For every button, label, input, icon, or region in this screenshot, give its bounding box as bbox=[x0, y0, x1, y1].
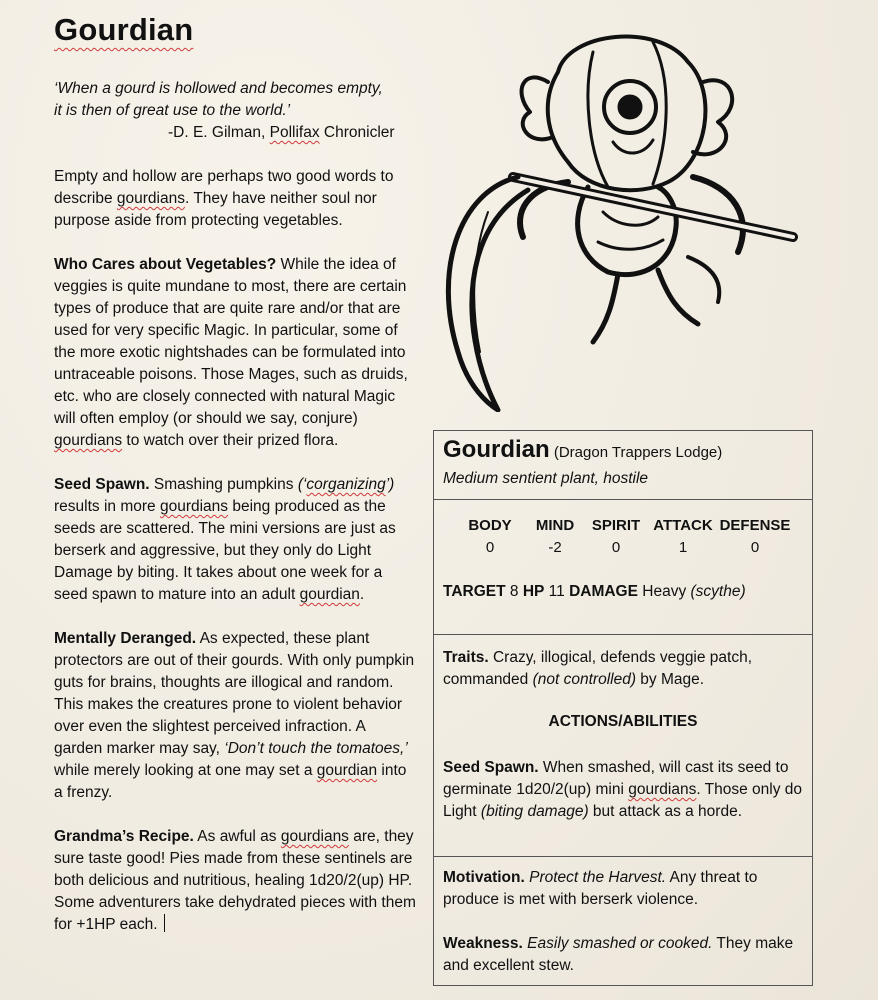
stat-label: DEFENSE bbox=[719, 517, 791, 534]
stat-body bbox=[455, 515, 525, 559]
actions-heading: ACTIONS/ABILITIES bbox=[548, 713, 698, 730]
quote-line-1: ‘When a gourd is hollowed and becomes empty, bbox=[54, 80, 383, 97]
target-value: 8 bbox=[505, 583, 523, 600]
seed-spawn-heading: Seed Spawn. bbox=[54, 476, 150, 493]
creature-name: Gourdian bbox=[443, 436, 550, 463]
stat-attack bbox=[647, 515, 719, 559]
damage-value: Heavy bbox=[637, 583, 691, 600]
attribution-role: Chronicler bbox=[319, 124, 395, 141]
lore-column bbox=[54, 166, 416, 958]
damage-weapon: (scythe) bbox=[690, 583, 746, 600]
stat-label: SPIRIT bbox=[591, 517, 641, 534]
recipe-heading: Grandma’s Recipe. bbox=[54, 828, 194, 845]
stat-label: BODY bbox=[468, 517, 512, 534]
ability-scores-row bbox=[434, 515, 812, 559]
creature-type: Medium sentient plant, hostile bbox=[443, 470, 649, 487]
target-label: TARGET bbox=[443, 583, 506, 600]
divider bbox=[434, 856, 812, 857]
weakness-section: Weakness. Easily smashed or cooked. They make and excellent stew. bbox=[443, 935, 794, 974]
vegetables-paragraph: Who Cares about Vegetables? While the idea of veggies is quite mundane to most, there are certain types of produce that are quite rare and/or that are used for very specific Magic. In particular, some of the more exotic nightshades can be formulated into untraceable poisons. Those Mages, such as druids, etc. who are closely connected with natural Magic will often employ (or should we say, conjure) gourdians to watch over their prized flora. bbox=[54, 256, 408, 449]
hp-label: HP bbox=[522, 583, 545, 600]
divider bbox=[434, 499, 812, 500]
traits-section: Traits. Crazy, illogical, defends veggie patch, commanded (not controlled) by Mage. bbox=[443, 649, 753, 688]
stat-value: 0 bbox=[611, 539, 621, 556]
divider bbox=[434, 634, 812, 635]
combat-line bbox=[443, 581, 746, 603]
stat-mind bbox=[525, 515, 585, 559]
stat-label: ATTACK bbox=[653, 517, 713, 534]
publisher: (Dragon Trappers Lodge) bbox=[549, 444, 723, 461]
attribution-org: Pollifax bbox=[269, 124, 320, 141]
quote-attribution bbox=[54, 122, 414, 144]
stat-defense bbox=[719, 515, 791, 559]
seed-spawn-paragraph: Seed Spawn. Smashing pumpkins (‘corganizing’) results in more gourdians being produced as the seeds are scattered. The mini versions are just as berserk and aggressive, but they only do Light Damage by biting. It takes about one week for a seed spawn to mature into an adult gourdian. bbox=[54, 476, 396, 603]
stat-label: MIND bbox=[535, 517, 575, 534]
motivation-section: Motivation. Protect the Harvest. Any threat to produce is met with berserk violence. bbox=[443, 869, 758, 908]
stat-value: 1 bbox=[678, 539, 688, 556]
quote-line-2: it is then of great use to the world.’ bbox=[54, 102, 291, 119]
page-title: Gourdian bbox=[54, 12, 194, 47]
recipe-paragraph: Grandma’s Recipe. As awful as gourdians are, they sure taste good! Pies made from these sentinels are both delicious and nutritious, healing 1d20/2(up) HP. Some adventurers take dehydrated pieces with them for +1HP each. bbox=[54, 828, 416, 933]
epigraph-quote bbox=[54, 78, 414, 144]
seed-spawn-ability: Seed Spawn. When smashed, will cast its seed to germinate 1d20/2(up) mini gourdians. Those only do Light (biting damage) but attack as a horde. bbox=[443, 759, 803, 820]
intro-paragraph: Empty and hollow are perhaps two good words to describe gourdians. They have neither soul nor purpose aside from protecting vegetables. bbox=[54, 168, 394, 229]
vegetables-heading: Who Cares about Vegetables? bbox=[54, 256, 277, 273]
stat-value: -2 bbox=[548, 539, 562, 556]
stat-block bbox=[433, 430, 813, 986]
stat-value: 0 bbox=[485, 539, 495, 556]
deranged-heading: Mentally Deranged. bbox=[54, 630, 197, 647]
gourdian-illustration bbox=[418, 12, 818, 412]
hp-value: 11 bbox=[544, 583, 570, 600]
attribution-author: -D. E. Gilman, bbox=[168, 124, 270, 141]
damage-label: DAMAGE bbox=[569, 583, 638, 600]
stat-spirit bbox=[585, 515, 647, 559]
stat-value: 0 bbox=[750, 539, 760, 556]
text-cursor bbox=[164, 914, 165, 932]
ability-scores bbox=[434, 515, 812, 559]
stat-block-header bbox=[443, 436, 803, 490]
deranged-paragraph: Mentally Deranged. As expected, these plant protectors are out of their gourds. With only pumpkin guts for brains, thoughts are illogical and random. This makes the creatures prone to violent behavior over even the slightest perceived infraction. A garden marker may say, ‘Don’t touch the tomatoes,’ while merely looking at one may set a gourdian into a frenzy. bbox=[54, 630, 415, 801]
